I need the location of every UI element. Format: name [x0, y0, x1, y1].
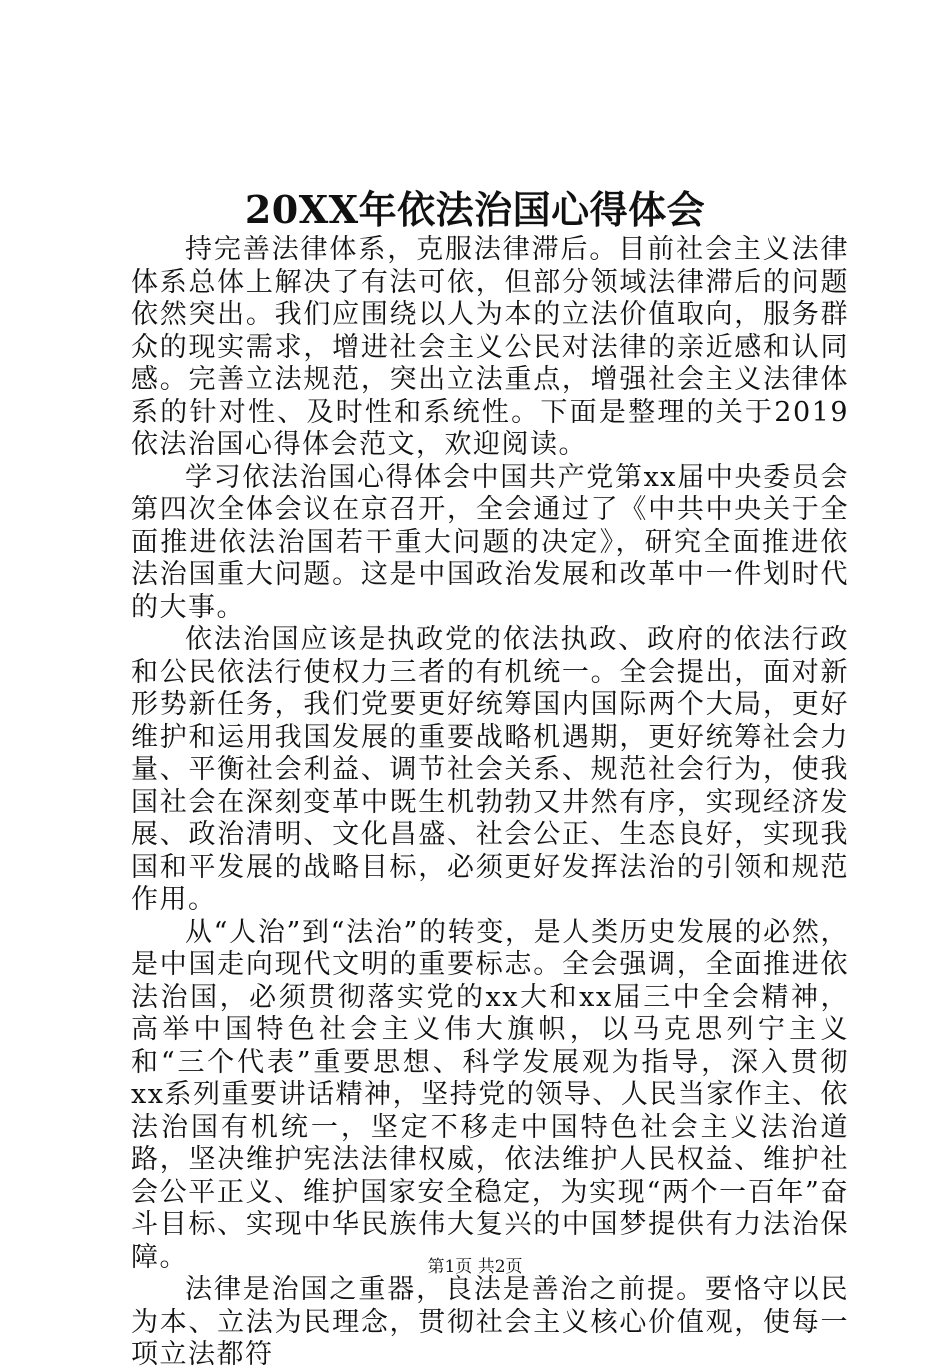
document-title: 20XX年依法治国心得体会: [244, 187, 706, 232]
document-body: [131, 234, 849, 1372]
paragraph-2: 学习依法治国心得体会中国共产党第xx届中央委员会第四次全体会议在京召开，全会通过了《中共中央关于全面推进依法治国若干重大问题的决定》，研究全面推进依法治国重大问题。这是中国政治发展和改革中一件划时代的大事。: [131, 461, 849, 623]
paragraph-1: 持完善法律体系，克服法律滞后。目前社会主义法律体系总体上解决了有法可依，但部分领域法律滞后的问题依然突出。我们应围绕以人为本的立法价值取向，服务群众的现实需求，增进社会主义公民对法律的亲近感和认同感。完善立法规范，突出立法重点，增强社会主义法律体系的针对性、及时性和系统性。下面是整理的关于2019依法治国心得体会范文，欢迎阅读。: [131, 234, 849, 460]
page-number-footer: 第1页 共2页: [427, 1257, 523, 1277]
paragraph-3: 依法治国应该是执政党的依法执政、政府的依法行政和公民依法行使权力三者的有机统一。全会提出，面对新形势新任务，我们党要更好统筹国内国际两个大局，更好维护和运用我国发展的重要战略机遇期，更好统筹社会力量、平衡社会利益、调节社会关系、规范社会行为，使我国社会在深刻变革中既生机勃勃又井然有序，实现经济发展、政治清明、文化昌盛、社会公正、生态良好，实现我国和平发展的战略目标，必须更好发挥法治的引领和规范作用。: [131, 624, 849, 915]
paragraph-4: 从“人治”到“法治”的转变，是人类历史发展的必然，是中国走向现代文明的重要标志。全会强调，全面推进依法治国，必须贯彻落实党的xx大和xx届三中全会精神，高举中国特色社会主义伟大旗帜，以马克思列宁主义和“三个代表”重要思想、科学发展观为指导，深入贯彻xx系列重要讲话精神，坚持党的领导、人民当家作主、依法治国有机统一，坚定不移走中国特色社会主义法治道路，坚决维护宪法法律权威，依法维护人民权益、维护社会公平正义、维护国家安全稳定，为实现“两个一百年”奋斗目标、实现中华民族伟大复兴的中国梦提供有力法治保障。: [131, 916, 849, 1273]
paragraph-5: 法律是治国之重器，良法是善治之前提。要恪守以民为本、立法为民理念，贯彻社会主义核心价值观，使每一项立法都符: [131, 1274, 849, 1370]
